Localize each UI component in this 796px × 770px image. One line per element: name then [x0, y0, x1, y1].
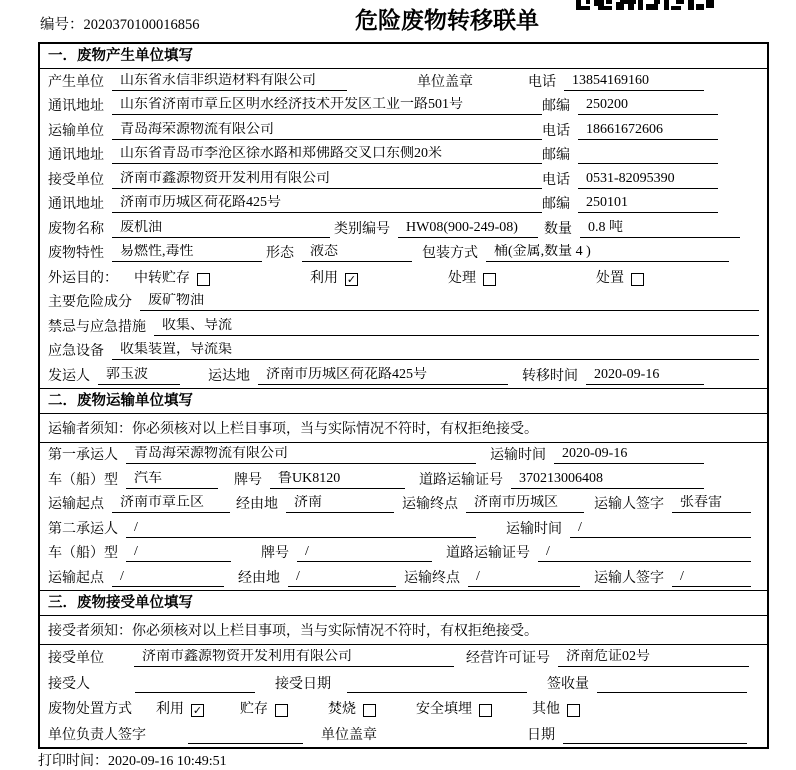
producer-address-row	[40, 94, 767, 119]
plate-label: 牌号	[261, 546, 289, 561]
disposal-option-incineration	[328, 698, 376, 721]
receiver-address-row	[40, 192, 767, 217]
carrier1-permit-field: 370213006408	[511, 471, 704, 489]
carrier1-vehicle-field: 汽车	[126, 471, 218, 489]
origin-label: 运输起点	[48, 570, 104, 586]
hazard-field: 废矿物油	[140, 293, 759, 311]
date-label: 日期	[527, 727, 555, 743]
print-time-label: 打印时间：	[38, 754, 108, 769]
road-permit-label: 道路运输证号	[419, 472, 503, 488]
storage-checkbox	[275, 704, 288, 717]
doc-number-label: 编号：	[40, 17, 84, 33]
taboo-field: 收集、导流	[154, 318, 759, 336]
zip-label: 邮编	[542, 148, 570, 163]
transporter-notice-row	[40, 414, 767, 443]
charge-sign-label: 单位负责人签字	[48, 727, 146, 743]
form-table	[38, 42, 769, 749]
option-label: 贮存	[240, 702, 268, 717]
waste-name-row	[40, 216, 767, 241]
receiver-address-field: 济南市历城区荷花路425号	[112, 195, 542, 213]
other-checkbox	[567, 704, 580, 717]
shipper-field: 郭玉波	[98, 367, 180, 385]
receiver-phone-group	[542, 169, 718, 192]
option-label: 处置	[596, 270, 624, 286]
signed-qty-label: 签收量	[547, 676, 589, 692]
transporter-zip-group	[542, 144, 718, 167]
address-label: 通讯地址	[48, 99, 104, 114]
producer-phone-field: 13854169160	[564, 73, 704, 91]
recipient-row	[40, 670, 767, 696]
receiver-label: 接受单位	[48, 172, 104, 188]
producer-phone-group	[528, 71, 704, 94]
purpose-option-reuse	[310, 267, 358, 290]
phone-label: 电话	[542, 172, 570, 188]
origin-label: 运输起点	[48, 497, 104, 512]
unit-seal-label: 单位盖章	[417, 74, 473, 90]
carrier-sign-label: 运输人签字	[594, 570, 664, 586]
producer-address-field: 山东省济南市章丘区明水经济技术开发区工业一路501号	[112, 97, 542, 115]
purpose-label: 外运目的：	[48, 270, 118, 286]
hazard-components-row	[40, 290, 767, 315]
producer-zip-field: 250200	[578, 97, 718, 115]
doc-number-value: 2020370100016856	[83, 17, 200, 33]
option-label: 安全填埋	[416, 702, 472, 717]
shipper-row	[40, 363, 767, 388]
disposal-option-other	[532, 698, 580, 721]
transporter-label: 运输单位	[48, 123, 104, 139]
waste-traits-row	[40, 241, 767, 266]
packaging-field: 桶(金属,数量 4 )	[486, 244, 729, 262]
receiver-row	[40, 167, 767, 192]
address-label: 通讯地址	[48, 148, 104, 163]
vehicle-type-label: 车（船）型	[48, 546, 118, 561]
traits-label: 废物特性	[48, 246, 104, 261]
transporter-address-row	[40, 143, 767, 168]
signed-qty-field	[597, 676, 747, 693]
purpose-option-treatment	[448, 267, 496, 290]
receiver-zip-group	[542, 193, 718, 216]
carrier2-row	[40, 516, 767, 541]
waste-name-field: 废机油	[112, 220, 330, 238]
endpoint-label: 运输终点	[404, 570, 460, 586]
transfer-date-field: 2020-09-16	[586, 367, 704, 385]
carrier2-vehicle-field: /	[126, 544, 231, 562]
purpose-option-transfer-storage	[134, 267, 210, 290]
treatment-checkbox	[483, 273, 496, 286]
receive-date-field	[347, 676, 527, 693]
carrier2-route-row	[40, 565, 767, 590]
option-label: 中转贮存	[134, 270, 190, 286]
transporter-row	[40, 118, 767, 143]
producer-zip-group	[542, 95, 718, 118]
option-label: 利用	[156, 702, 184, 717]
carrier2-sign-field: /	[672, 569, 751, 587]
form-state-label: 形态	[266, 246, 294, 261]
transporter-address-field: 山东省青岛市李沧区徐水路和郑佛路交叉口东侧20米	[112, 146, 542, 164]
carrier2-field: /	[126, 520, 476, 538]
option-label: 处理	[448, 270, 476, 286]
transporter-phone-group	[542, 120, 718, 143]
print-time	[38, 750, 227, 770]
disposal-checkbox	[631, 273, 644, 286]
carrier2-end-field: /	[468, 569, 580, 587]
carrier2-plate-field: /	[297, 544, 432, 562]
carrier1-vehicle-row	[40, 467, 767, 492]
packaging-label: 包装方式	[422, 246, 478, 261]
phone-label: 电话	[528, 74, 556, 90]
receiver-notice-text: 接受者须知：你必须核对以上栏目事项，当与实际情况不符时，有权拒绝接受。	[48, 623, 538, 639]
receive-unit-label: 接受单位	[48, 651, 104, 666]
reuse-checkbox: ✓	[346, 272, 357, 286]
quantity-label: 数量	[544, 221, 572, 237]
option-label: 利用	[310, 270, 338, 286]
transport-time-label: 运输时间	[506, 521, 562, 537]
phone-label: 电话	[542, 123, 570, 139]
date-field	[563, 727, 747, 744]
carrier2-origin-field: /	[112, 569, 224, 587]
receiver-phone-field: 0531-82095390	[578, 171, 718, 189]
receive-unit-field: 济南市鑫源物资开发利用有限公司	[134, 649, 454, 667]
landfill-checkbox	[479, 704, 492, 717]
receiver-name-field: 济南市鑫源物资开发利用有限公司	[112, 171, 542, 189]
incineration-checkbox	[363, 704, 376, 717]
page-title: 危险废物转移联单	[355, 7, 539, 33]
carrier2-via-field: /	[288, 569, 396, 587]
carrier1-plate-field: 鲁UK8120	[270, 471, 405, 489]
reuse-checkbox: ✓	[192, 704, 203, 717]
zip-label: 邮编	[542, 197, 570, 212]
disposal-option-storage	[240, 698, 288, 721]
transport-time-label: 运输时间	[490, 448, 546, 463]
purpose-option-disposal	[596, 267, 644, 290]
category-code-field: HW08(900-249-08)	[398, 220, 538, 238]
vehicle-type-label: 车（船）型	[48, 472, 118, 488]
traits-field: 易燃性,毒性	[112, 244, 262, 262]
carrier2-label: 第二承运人	[48, 521, 118, 537]
disposal-option-landfill	[416, 698, 492, 721]
equipment-label: 应急设备	[48, 344, 104, 359]
road-permit-label: 道路运输证号	[446, 546, 530, 561]
carrier2-time-field: /	[570, 520, 751, 538]
unit-seal-label: 单位盖章	[321, 727, 377, 743]
carrier1-end-field: 济南市历城区	[466, 495, 584, 513]
endpoint-label: 运输终点	[402, 497, 458, 512]
outbound-purpose-row	[40, 265, 767, 290]
producer-label: 产生单位	[48, 74, 104, 90]
carrier-sign-label: 运输人签字	[594, 497, 664, 512]
qr-code-fragment	[576, 0, 716, 11]
taboo-measures-row	[40, 314, 767, 339]
emergency-equipment-row	[40, 339, 767, 364]
equipment-field: 收集装置，导流渠	[112, 342, 759, 360]
receiver-zip-field: 250101	[578, 195, 718, 213]
carrier2-vehicle-row	[40, 541, 767, 566]
taboo-label: 禁忌与应急措施	[48, 319, 146, 335]
transfer-date-label: 转移时间	[522, 368, 578, 384]
print-time-value: 2020-09-16 10:49:51	[108, 754, 227, 769]
quantity-field: 0.8 吨	[580, 220, 740, 238]
carrier1-field: 青岛海荣源物流有限公司	[126, 446, 476, 464]
carrier1-via-field: 济南	[286, 495, 394, 513]
zip-label: 邮编	[542, 99, 570, 114]
transporter-zip-field	[578, 147, 718, 164]
hazard-label: 主要危险成分	[48, 295, 132, 310]
destination-field: 济南市历城区荷花路425号	[258, 367, 508, 385]
doc-number	[40, 13, 200, 34]
via-label: 经由地	[236, 497, 278, 512]
option-label: 焚烧	[328, 702, 356, 717]
option-label: 其他	[532, 702, 560, 717]
carrier1-time-field: 2020-09-16	[554, 446, 704, 464]
license-field: 济南危证02号	[558, 649, 749, 667]
shipper-label: 发运人	[48, 368, 90, 384]
transfer-storage-checkbox	[197, 273, 210, 286]
carrier1-sign-field: 张春雷	[672, 495, 751, 513]
disposal-method-row	[40, 696, 767, 722]
carrier1-label: 第一承运人	[48, 448, 118, 463]
form-state-field: 液态	[302, 244, 412, 262]
recipient-label: 接受人	[48, 676, 90, 692]
receive-date-label: 接受日期	[275, 676, 331, 692]
charge-sign-field	[188, 727, 303, 744]
plate-label: 牌号	[234, 472, 262, 488]
section3-header: 三．废物接受单位填写	[40, 590, 767, 616]
section1-header: 一．废物产生单位填写	[40, 44, 767, 69]
license-label: 经营许可证号	[466, 651, 550, 666]
waste-name-label: 废物名称	[48, 221, 104, 237]
page-header	[0, 0, 796, 42]
destination-label: 运达地	[208, 368, 250, 384]
producer-name-field: 山东省永信非织造材料有限公司	[112, 73, 347, 91]
receive-unit-row	[40, 645, 767, 671]
transporter-notice-text: 运输者须知：你必须核对以上栏目事项，当与实际情况不符时，有权拒绝接受。	[48, 421, 538, 437]
carrier1-origin-field: 济南市章丘区	[112, 495, 230, 513]
address-label: 通讯地址	[48, 197, 104, 212]
carrier1-row	[40, 443, 767, 468]
disposal-option-reuse	[156, 698, 204, 721]
carrier1-route-row	[40, 492, 767, 517]
category-label: 类别编号	[334, 221, 390, 237]
carrier2-permit-field: /	[538, 544, 751, 562]
transporter-name-field: 青岛海荣源物流有限公司	[112, 122, 542, 140]
charge-sign-row	[40, 721, 767, 747]
recipient-field	[135, 676, 255, 693]
disposal-method-label: 废物处置方式	[48, 702, 132, 717]
producer-row	[40, 69, 767, 94]
section2-header: 二．废物运输单位填写	[40, 388, 767, 414]
via-label: 经由地	[238, 570, 280, 586]
transporter-phone-field: 18661672606	[578, 122, 718, 140]
receiver-notice-row	[40, 616, 767, 645]
